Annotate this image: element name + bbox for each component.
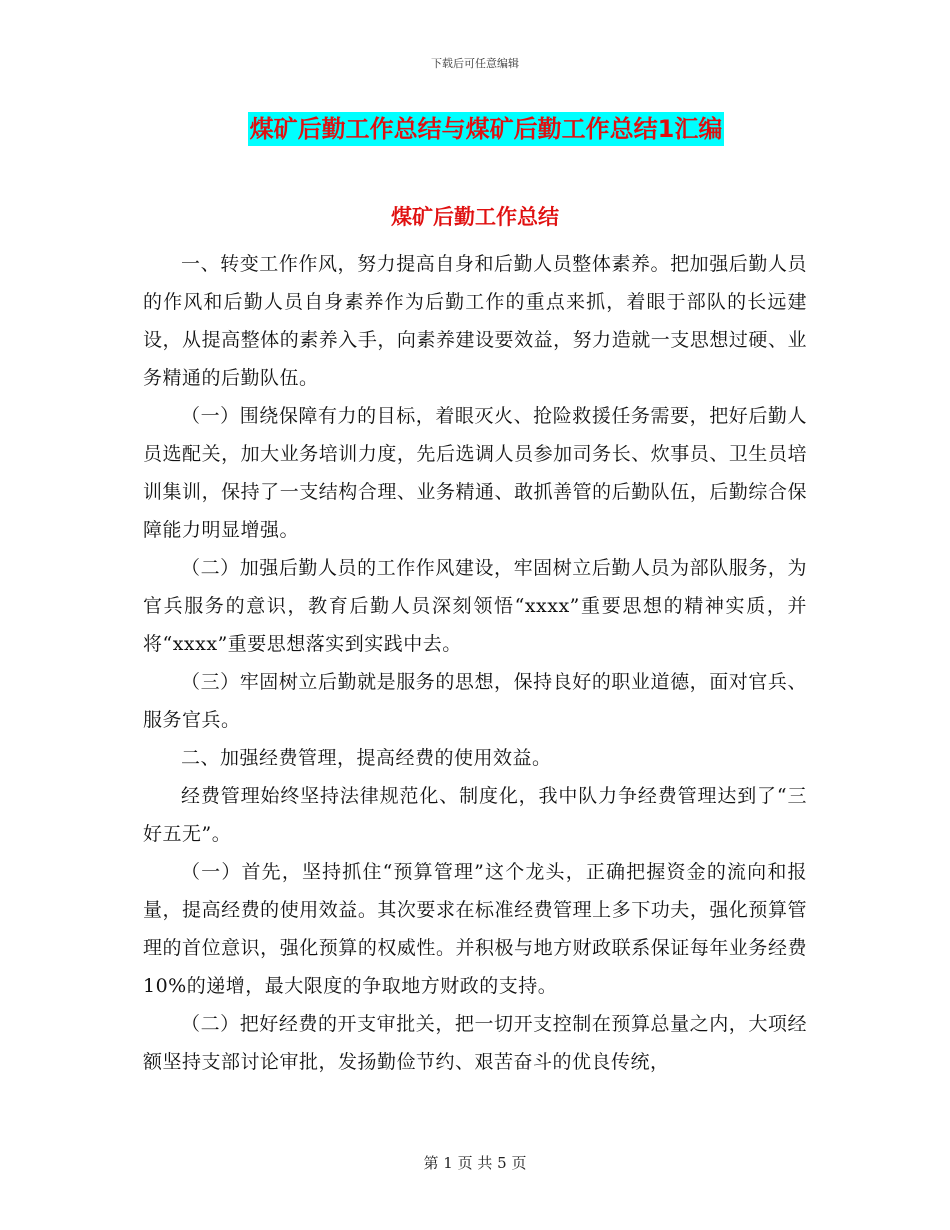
paragraph: 一、转变工作作风，努力提高自身和后勤人员整体素养。把加强后勤人员的作风和后勤人员自身素养作为后勤工作的重点来抓，着眼于部队的长远建设，从提高整体的素养入手，向素养建设要效益，努力造就一支思想过硬、业务精通的后勤队伍。 bbox=[143, 253, 807, 389]
paragraph: （一）围绕保障有力的目标，着眼灭火、抢险救援任务需要，把好后勤人员选配关，加大业务培训力度，先后选调人员参加司务长、炊事员、卫生员培训集训，保持了一支结构合理、业务精通、敢抓善管的后勤队伍，后勤综合保障能力明显增强。 bbox=[143, 405, 807, 541]
main-title-text: 煤矿后勤工作总结与煤矿后勤工作总结1汇编 bbox=[248, 112, 725, 146]
section-title: 煤矿后勤工作总结 bbox=[391, 205, 559, 229]
paragraph: （三）牢固树立后勤就是服务的思想，保持良好的职业道德，面对官兵、服务官兵。 bbox=[143, 671, 807, 731]
main-title bbox=[0, 112, 950, 146]
page-number-footer: 第 1 页 共 5 页 bbox=[423, 1154, 527, 1172]
document-body bbox=[143, 245, 807, 1081]
paragraph: 经费管理始终坚持法律规范化、制度化，我中队力争经费管理达到了“三好五无”。 bbox=[143, 785, 807, 845]
header-note: 下载后可任意编辑 bbox=[431, 57, 519, 70]
paragraph: （二）加强后勤人员的工作作风建设，牢固树立后勤人员为部队服务，为官兵服务的意识，教育后勤人员深刻领悟“xxxx”重要思想的精神实质，并将“xxxx”重要思想落实到实践中去。 bbox=[143, 557, 807, 655]
paragraph: （二）把好经费的开支审批关，把一切开支控制在预算总量之内，大项经额坚持支部讨论审批，发扬勤俭节约、艰苦奋斗的优良传统， bbox=[143, 1013, 807, 1073]
paragraph: 二、加强经费管理，提高经费的使用效益。 bbox=[181, 747, 552, 769]
paragraph: （一）首先，坚持抓住“预算管理”这个龙头，正确把握资金的流向和报量，提高经费的使用效益。其次要求在标准经费管理上多下功夫，强化预算管理的首位意识，强化预算的权威性。并积极与地方财政联系保证每年业务经费10%的递增，最大限度的争取地方财政的支持。 bbox=[143, 861, 807, 997]
